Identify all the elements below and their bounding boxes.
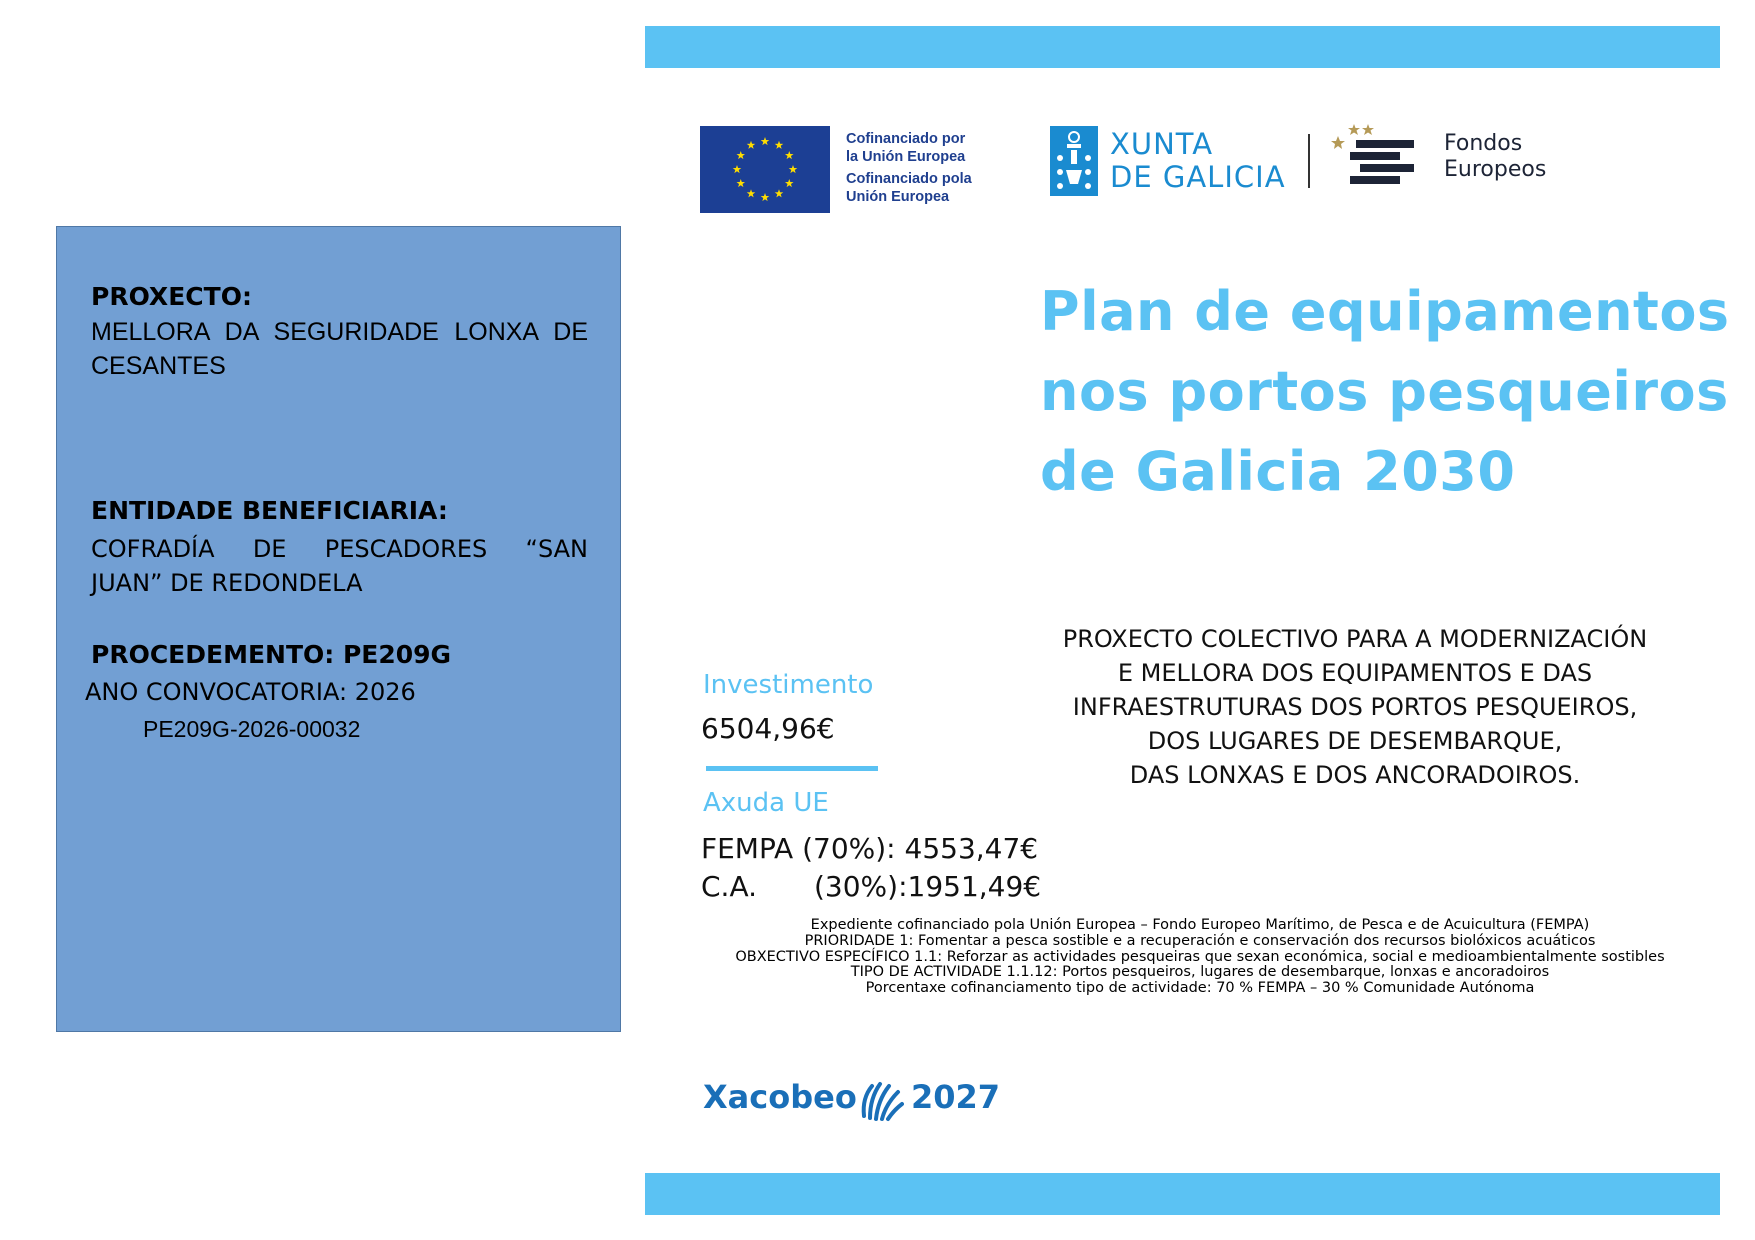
xunta-line2: DE GALICIA: [1110, 160, 1286, 194]
proxecto-value-line1: MELLORA DA SEGURIDADE LONXA DE: [91, 318, 588, 346]
xacobeo-logo: [703, 1076, 1001, 1126]
fine-print-line2: PRIORIDADE 1: Fomentar a pesca sostible e a recuperación e conservación dos recursos biolóxicos acuáticos: [804, 932, 1596, 949]
bottom-band: [645, 1173, 1720, 1215]
xacobeo-scallop-icon: [858, 1078, 904, 1122]
xacobeo-year: 2027: [911, 1078, 1001, 1116]
xacobeo-word: Xacobeo: [703, 1078, 857, 1116]
fondos-europeos-icon: [1330, 120, 1430, 190]
ca-label: C.A.: [701, 870, 758, 903]
title-line2: nos portos pesqueiros: [1040, 360, 1729, 423]
eu-text-line1: Cofinanciado por: [846, 131, 966, 147]
xunta-shield-icon: [1050, 126, 1098, 196]
fempa-amount: FEMPA (70%): 4553,47€: [701, 832, 1039, 865]
eu-cofinancing-logo: [700, 126, 990, 216]
proxecto-label: PROXECTO:: [91, 282, 252, 311]
investimento-label: Investimento: [703, 670, 874, 700]
description-line1: PROXECTO COLECTIVO PARA A MODERNIZACIÓN: [1062, 625, 1648, 653]
description-line3: INFRAESTRUTURAS DOS PORTOS PESQUEIROS,: [1072, 693, 1638, 721]
fine-print-line4: TIPO DE ACTIVIDADE 1.1.12: Portos pesqueiros, lugares de desembarque, lonxas e ancoradoiros: [850, 964, 1550, 981]
fondos-europeos-logo: [1330, 120, 1560, 190]
investimento-amount: 6504,96€: [701, 712, 835, 745]
xunta-line1: XUNTA: [1110, 127, 1214, 161]
project-info-panel: [56, 226, 621, 1032]
entidade-value-line2: JUAN” DE REDONDELA: [91, 569, 363, 597]
project-description: [1030, 622, 1680, 792]
fine-print: [700, 918, 1700, 997]
description-line4: DOS LUGARES DE DESEMBARQUE,: [1147, 727, 1563, 755]
title-line1: Plan de equipamentos: [1040, 280, 1730, 343]
description-line5: DAS LONXAS E DOS ANCORADOIROS.: [1129, 761, 1581, 789]
logo-divider: [1308, 134, 1310, 188]
page-title: [1040, 272, 1730, 512]
description-line2: E MELLORA DOS EQUIPAMENTOS E DAS: [1117, 659, 1593, 687]
proxecto-value-line2: CESANTES: [91, 352, 226, 380]
eu-text-line3: Cofinanciado pola: [846, 171, 972, 187]
fine-print-line1: Expediente cofinanciado pola Unión Europea – Fondo Europeo Marítimo, de Pesca e de Acuicultura (FEMPA): [810, 917, 1590, 933]
expediente-code: PE209G-2026-00032: [143, 716, 361, 742]
fine-print-line5: Porcentaxe cofinanciamento tipo de actividade: 70 % FEMPA – 30 % Comunidade Autónoma: [865, 980, 1535, 997]
section-divider: [706, 766, 878, 771]
fine-print-line3: OBXECTIVO ESPECÍFICO 1.1: Reforzar as actividades pesqueiras que sexan económica, social e medioambientalmente sostibles: [735, 948, 1665, 965]
ca-amount: (30%):1951,49€: [814, 870, 1042, 903]
axuda-label: Axuda UE: [703, 788, 829, 818]
fondos-line1: Fondos: [1444, 131, 1523, 156]
ano-convocatoria: ANO CONVOCATORIA: 2026: [85, 678, 416, 706]
top-band: [645, 26, 1720, 68]
title-line3: de Galicia 2030: [1040, 440, 1516, 503]
xunta-logo: [1050, 124, 1300, 200]
procedemento-label: PROCEDEMENTO: PE209G: [91, 640, 452, 669]
entidade-label: ENTIDADE BENEFICIARIA:: [91, 496, 448, 525]
eu-flag-icon: [700, 126, 830, 213]
fondos-line2: Europeos: [1444, 157, 1547, 182]
eu-text-line4: Unión Europea: [846, 189, 950, 205]
eu-text-line2: la Unión Europea: [846, 149, 966, 165]
entidade-value-line1: COFRADÍA DE PESCADORES “SAN: [91, 535, 588, 563]
